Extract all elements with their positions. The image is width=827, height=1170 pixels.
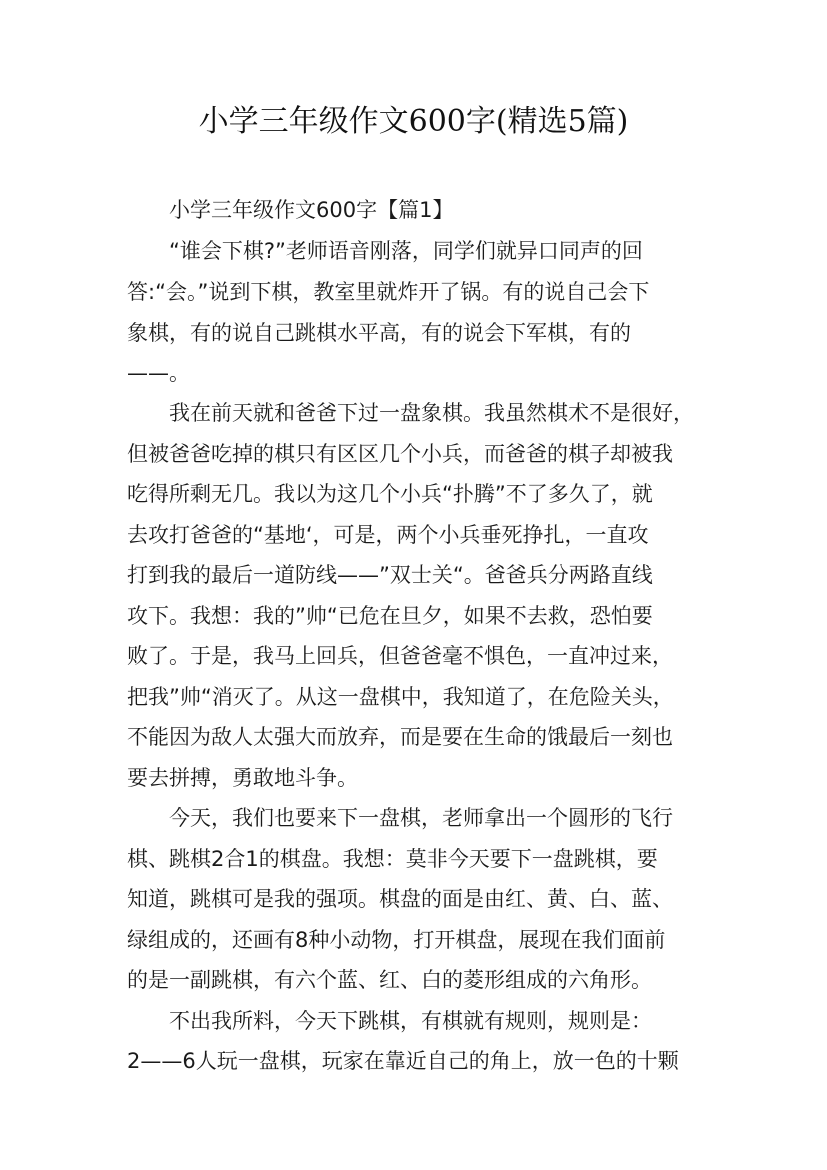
paragraph-line: 不能因为敌人太强大而放弃，而是要在生命的饿最后一刻也	[127, 725, 673, 749]
paragraph-line: 吃得所剩无几。我以为这几个小兵“扑腾”不了多久了，就	[127, 482, 653, 506]
paragraph-line: “谁会下棋?”老师语音刚落，同学们就异口同声的回	[169, 239, 643, 263]
section-heading: 小学三年级作文600字【篇1】	[169, 198, 454, 222]
paragraph-line: 今天，我们也要来下一盘棋，老师拿出一个圆形的飞行	[169, 806, 673, 830]
paragraph-line: 绿组成的，还画有8种小动物，打开棋盘，展现在我们面前	[127, 928, 666, 952]
paragraph-line: 答:“会。”说到下棋，教室里就炸开了锅。有的说自己会下	[127, 280, 650, 304]
paragraph-line: 象棋，有的说自己跳棋水平高，有的说会下军棋，有的	[127, 321, 631, 345]
paragraph-line: 败了。于是，我马上回兵，但爸爸毫不惧色，一直冲过来，	[127, 644, 673, 668]
paragraph-line: 不出我所料，今天下跳棋，有棋就有规则，规则是：	[169, 1009, 652, 1033]
paragraph-line: 攻下。我想：我的”帅“已危在旦夕，如果不去救，恐怕要	[127, 604, 653, 628]
document-title: 小学三年级作文600字(精选5篇)	[198, 104, 629, 139]
paragraph-line: 把我”帅“消灭了。从这一盘棋中，我知道了，在危险关头，	[127, 685, 674, 709]
paragraph-line: 知道，跳棋可是我的强项。棋盘的面是由红、黄、白、蓝、	[127, 887, 673, 911]
paragraph-line: 打到我的最后一道防线——”双士关“。爸爸兵分两路直线	[127, 563, 653, 587]
paragraph-line: 我在前天就和爸爸下过一盘象棋。我虽然棋术不是很好，	[169, 401, 694, 425]
paragraph-line: 棋、跳棋2合1的棋盘。我想：莫非今天要下一盘跳棋，要	[127, 847, 658, 871]
paragraph-line: 要去拼搏，勇敢地斗争。	[127, 766, 358, 790]
paragraph-line: 2——6人玩一盘棋，玩家在靠近自己的角上，放一色的十颗	[127, 1049, 679, 1073]
paragraph-line: ——。	[127, 361, 190, 385]
paragraph-line: 的是一副跳棋，有六个蓝、红、白的菱形组成的六角形。	[127, 968, 652, 992]
paragraph-line: 但被爸爸吃掉的棋只有区区几个小兵，而爸爸的棋子却被我	[127, 442, 673, 466]
paragraph-line: 去攻打爸爸的“基地‘，可是，两个小兵垂死挣扎，一直攻	[127, 523, 649, 547]
